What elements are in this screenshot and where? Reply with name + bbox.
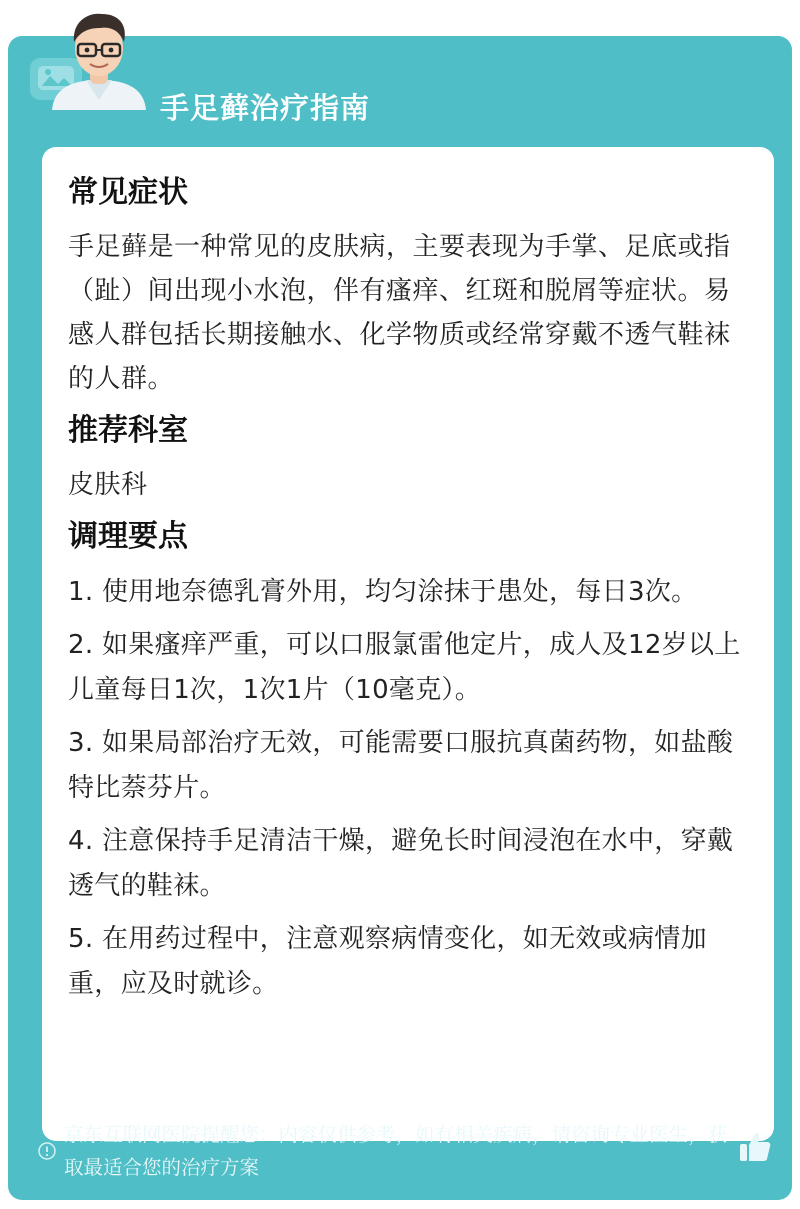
section-department	[68, 407, 748, 507]
thumbs-up-icon[interactable]	[738, 1130, 772, 1164]
footer	[34, 1118, 774, 1188]
symptoms-text: 手足藓是一种常见的皮肤病，主要表现为手掌、足底或指（趾）间出现小水泡，伴有瘙痒、红斑和脱屑等症状。易感人群包括长期接触水、化学物质或经常穿戴不透气鞋袜的人群。	[68, 232, 731, 394]
care-item: 1. 使用地奈德乳膏外用，均匀涂抹于患处，每日3次。	[68, 577, 698, 607]
info-icon	[38, 1142, 56, 1160]
care-item: 5. 在用药过程中，注意观察病情变化，如无效或病情加重，应及时就诊。	[68, 924, 707, 999]
department-text: 皮肤科	[68, 470, 148, 500]
care-item: 2. 如果瘙痒严重，可以口服氯雷他定片，成人及12岁以上儿童每日1次，1次1片（10毫克）。	[68, 630, 741, 705]
care-item: 3. 如果局部治疗无效，可能需要口服抗真菌药物，如盐酸特比萘芬片。	[68, 728, 734, 803]
section-care	[68, 513, 748, 1006]
section-title-department: 推荐科室	[68, 413, 188, 448]
care-item: 4. 注意保持手足清洁干燥，避免长时间浸泡在水中，穿戴透气的鞋袜。	[68, 826, 734, 901]
section-title-symptoms: 常见症状	[68, 175, 188, 210]
doctor-avatar	[44, 8, 154, 110]
footer-disclaimer: 京东互联网医院提醒您：内容仅供参考，如有相关疾病，请咨询专业医生，获取最适合您的治疗方案	[64, 1123, 728, 1179]
section-title-care: 调理要点	[68, 519, 188, 554]
section-symptoms	[68, 169, 748, 401]
page-title: 手足藓治疗指南	[160, 91, 371, 125]
guide-card	[8, 36, 792, 1200]
content-panel	[42, 147, 774, 1141]
